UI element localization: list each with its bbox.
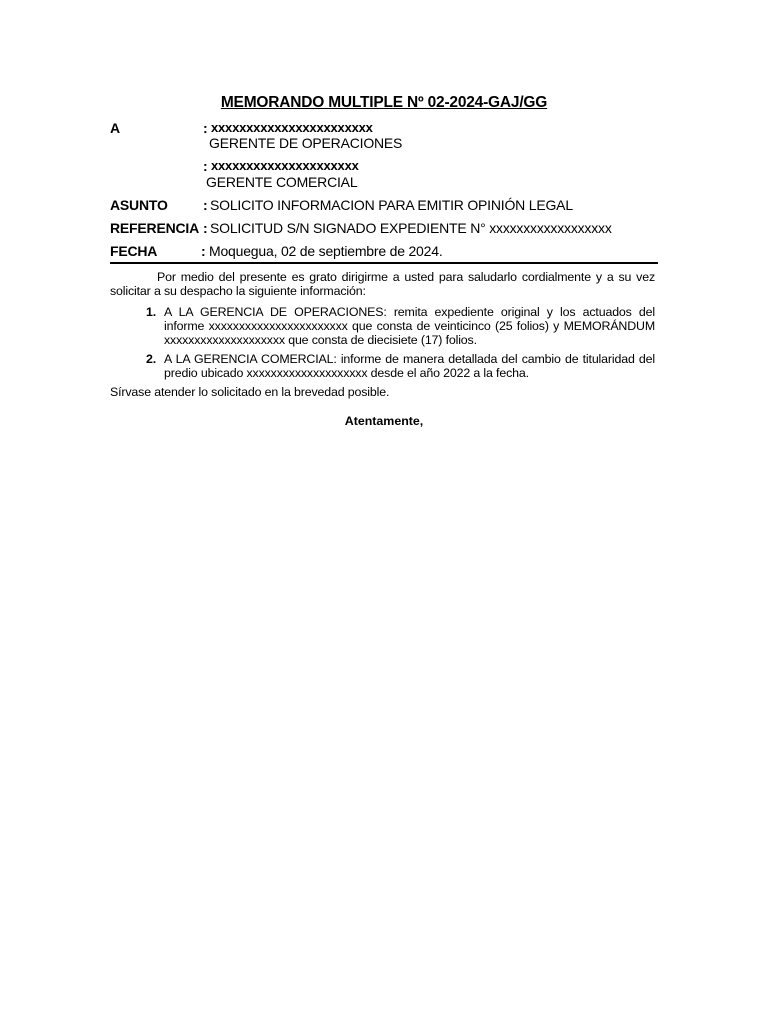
memo-title: MEMORANDO MULTIPLE Nº 02-2024-GAJ/GG [220, 94, 548, 111]
date-text: Moquegua, 02 de septiembre de 2024. [209, 243, 443, 259]
recipient-2-position: GERENTE COMERCIAL [206, 174, 358, 190]
list-item-1-number: 1. [146, 305, 157, 319]
list-item-2-number: 2. [146, 352, 157, 366]
date-colon: : [201, 243, 206, 259]
list-item-2 [110, 352, 655, 380]
subject-colon: : [203, 197, 208, 213]
closing-salutation: Atentamente, [344, 414, 424, 428]
list-item-2-text: A LA GERENCIA COMERCIAL: informe de manera detallada del cambio de titularidad del predio ubicado xxxxxxxxxxxxxxxxxxxx desde el año 2022 a la fecha. [164, 352, 655, 381]
intro-paragraph: Por medio del presente es grato dirigirme a usted para saludarlo cordialmente y a su vez solicitar a su despacho la siguiente información: [110, 270, 655, 299]
header-divider [110, 262, 658, 264]
recipient-2-code: xxxxxxxxxxxxxxxxxxxxx [211, 158, 359, 173]
to-colon-2: : [203, 158, 208, 174]
to-label: A [110, 120, 120, 136]
list-item-1-text: A LA GERENCIA DE OPERACIONES: remita expediente original y los actuados del informe xxxxxxxxxxxxxxxxxxxxxxx que consta de veinticinco (25 folios) y MEMORÁNDUM xxxxxxxxxxxxxxxxxxxx que consta de diecisiete (17) folios. [164, 305, 655, 348]
to-colon-1: : [203, 120, 208, 136]
recipient-1-code: xxxxxxxxxxxxxxxxxxxxxxx [211, 120, 373, 135]
subject-text: SOLICITO INFORMACION PARA EMITIR OPINIÓN LEGAL [210, 197, 573, 213]
reference-label: REFERENCIA [110, 220, 200, 236]
request-line: Sírvase atender lo solicitado en la brevedad posible. [110, 385, 390, 399]
recipient-1-position: GERENTE DE OPERACIONES [209, 135, 403, 151]
subject-label: ASUNTO [110, 197, 168, 213]
list-item-1 [110, 305, 655, 348]
date-label: FECHA [110, 243, 158, 259]
reference-text: SOLICITUD S/N SIGNADO EXPEDIENTE N° xxxxxxxxxxxxxxxxxx [210, 220, 612, 236]
reference-colon: : [203, 220, 208, 236]
